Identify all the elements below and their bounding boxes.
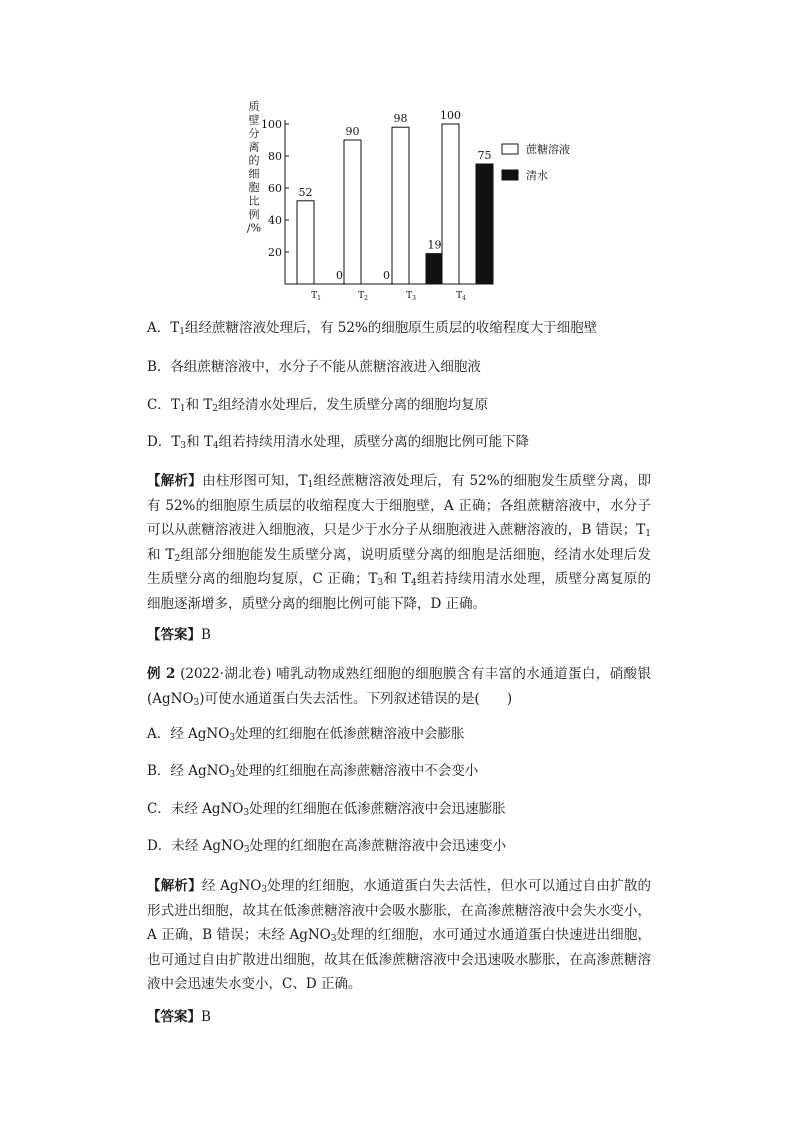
- q2-analysis: 【解析】经 AgNO$_3$处理的红细胞，水通道蛋白失去活性，但水可以通过自由扩散的形式进出细胞，故其在低渗蔗糖溶液中会吸水膨胀，在高渗蔗糖溶液中会失水变小，A 正确，B 错误；未经 AgNO$_3$处理的红细胞，水可通过水通道蛋白快速进出细胞，也可通过自由扩散进出细胞，故其在低渗蔗糖溶液中会迅速吸水膨胀，在高渗蔗糖溶液中会迅速失水变小，C、D 正确。: [147, 878, 652, 992]
- q2-answer: 【答案】B: [147, 1009, 211, 1025]
- bar-sucrose: [442, 124, 459, 284]
- y-tick-label: 20: [268, 246, 282, 259]
- q1-option-a: A．$T_1$组经蔗糖溶液处理后，有 52%的细胞原生质层的收缩程度大于细胞壁: [147, 320, 598, 337]
- bar-sucrose: [297, 201, 314, 284]
- bar-sucrose: [344, 140, 361, 284]
- legend-label: 清水: [526, 169, 548, 182]
- data-label: 0: [336, 269, 343, 282]
- data-label: 98: [393, 112, 408, 126]
- bar-water: [426, 254, 443, 284]
- y-axis-label-char: 胞: [248, 181, 260, 194]
- y-axis-label-char: 比: [248, 194, 260, 208]
- data-label: 75: [477, 149, 492, 162]
- y-tick-label: 100: [261, 118, 282, 131]
- bar-chart: [240, 98, 600, 308]
- bar-sucrose: [392, 127, 409, 284]
- q1-answer: 【答案】B: [147, 627, 211, 643]
- q1-option-b: B．各组蔗糖溶液中，水分子不能从蔗糖溶液进入细胞液: [147, 359, 481, 375]
- q2-option-b: B．经 AgNO$_3$处理的红细胞在高渗蔗糖溶液中不会变小: [147, 763, 479, 780]
- q2-option-c: C．未经 AgNO$_3$处理的红细胞在低渗蔗糖溶液中会迅速膨胀: [147, 801, 506, 818]
- data-label: 90: [345, 125, 360, 138]
- y-tick-label: 40: [268, 214, 282, 227]
- q2-stem: 例 2 (2022·湖北卷) 哺乳动物成熟红细胞的细胞膜含有丰富的水通道蛋白，硝酸银(AgNO$_3$)可使水通道蛋白失去活性。下列叙述错误的是( ): [147, 666, 652, 708]
- q2-option-a: A．经 AgNO$_3$处理的红细胞在低渗蔗糖溶液中会膨胀: [147, 726, 465, 743]
- y-axis-label-char: 壁: [248, 113, 260, 127]
- legend-label: 蔗糖溶液: [526, 143, 570, 156]
- q1-option-c: C．$T_1$和 $T_2$组经清水处理后，发生质壁分离的细胞均复原: [147, 397, 489, 414]
- y-axis-label-char: 分: [248, 127, 260, 140]
- x-tick-label: $T_2$: [358, 291, 368, 302]
- data-label: 52: [298, 185, 313, 199]
- data-label: 19: [427, 238, 442, 252]
- bar-water: [476, 164, 493, 284]
- y-axis-label-char: 离: [248, 140, 260, 154]
- y-tick-label: 60: [268, 182, 282, 195]
- q2-option-d: D．未经 AgNO$_3$处理的红细胞在高渗蔗糖溶液中会迅速变小: [147, 838, 507, 855]
- y-axis-label-char: 质: [248, 100, 260, 113]
- data-label: 0: [383, 269, 390, 282]
- data-label: 100: [440, 109, 461, 122]
- legend-swatch-sucrose: [502, 144, 518, 154]
- q1-analysis: 【解析】由柱形图可知，$T_1$组经蔗糖溶液处理后，有 52%的细胞发生质壁分离，即有 52%的细胞原生质层的收缩程度大于细胞壁，A 正确；各组蔗糖溶液中，水分子可以从蔗糖溶液进入细胞液，只是少于水分子从细胞液进入蔗糖溶液的，B 错误；$T_1$和 $T_2$组部分细胞能发生质壁分离，说明质壁分离的细胞是活细胞，经清水处理后发生质壁分离的细胞均复原，C 正确；$T_3$和 $T_4$组若持续用清水处理，质壁分离复原的细胞逐渐增多，质壁分离的细胞比例可能下降，D 正确。: [147, 473, 652, 612]
- legend-swatch-water: [502, 170, 518, 180]
- q1-option-d: D．$T_3$和 $T_4$组若持续用清水处理，质壁分离的细胞比例可能下降: [147, 434, 530, 451]
- y-axis-label-char: 的: [248, 154, 260, 167]
- y-axis-label-char: /%: [246, 221, 262, 235]
- y-axis-label-char: 例: [248, 208, 260, 221]
- y-axis-label-char: 细: [248, 167, 260, 181]
- x-tick-label: $T_1$: [311, 291, 321, 302]
- y-tick-label: 80: [268, 150, 282, 163]
- x-tick-label: $T_3$: [406, 291, 416, 302]
- x-tick-label: $T_4$: [456, 291, 466, 302]
